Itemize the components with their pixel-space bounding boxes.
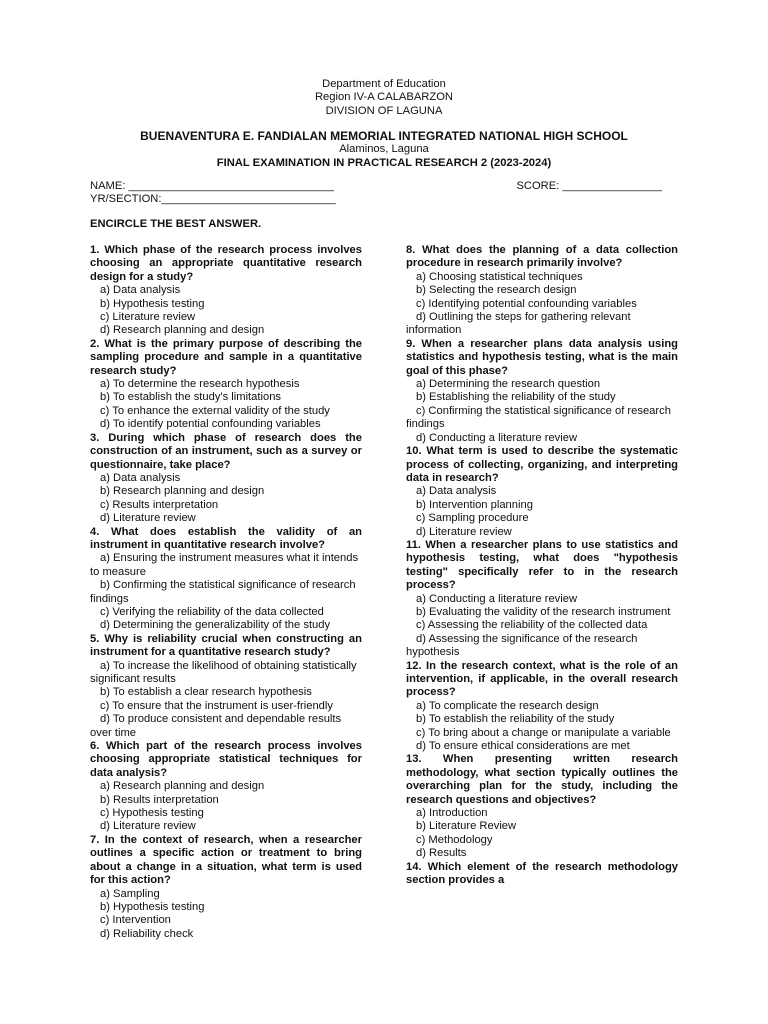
school-location: Alaminos, Laguna <box>339 143 429 156</box>
answer-option[interactable]: c) Verifying the reliability of the data collected <box>100 605 324 618</box>
answer-option[interactable]: d) Results <box>416 847 467 860</box>
question-text: 7. In the context of research, when a researcher outlines a specific action or treatment to bring about a change in a situation, what term is used for this action? <box>90 833 362 887</box>
answer-option[interactable]: b) Results interpretation <box>100 793 219 806</box>
question-item <box>90 338 362 432</box>
answer-option[interactable]: d) Literature review <box>100 512 196 525</box>
answer-option[interactable]: b) To establish the study's limitations <box>100 391 282 404</box>
question-text: 4. What does establish the validity of an instrument in quantitative research involve? <box>90 525 362 551</box>
answer-option[interactable]: a) Research planning and design <box>100 780 265 793</box>
question-item <box>406 660 678 754</box>
answer-option[interactable]: d) Assessing the significance of the research hypothesis <box>406 632 638 659</box>
answer-option[interactable]: c) Literature review <box>100 311 196 324</box>
answer-option[interactable]: b) Research planning and design <box>100 485 265 498</box>
question-item <box>90 244 362 338</box>
section-field: YR/SECTION:____________________________ <box>90 193 336 206</box>
department-name: Department of Education <box>322 78 446 90</box>
exam-title: FINAL EXAMINATION IN PRACTICAL RESEARCH 2 (2023-2024) <box>216 156 552 169</box>
question-item <box>406 753 678 860</box>
answer-option[interactable]: d) Reliability check <box>100 927 194 940</box>
region-name: Region IV-A CALABARZON <box>314 91 454 104</box>
answer-option[interactable]: a) Ensuring the instrument measures what it intends to measure <box>90 552 359 578</box>
answer-option[interactable]: c) Sampling procedure <box>416 512 529 525</box>
answer-option[interactable]: b) Confirming the statistical significance of research findings <box>90 579 356 605</box>
answer-option[interactable]: b) Evaluating the validity of the research instrument <box>416 605 671 618</box>
answer-option[interactable]: c) Intervention <box>100 914 171 927</box>
answer-option[interactable]: d) Outlining the steps for gathering relevant information <box>406 311 631 337</box>
answer-option[interactable]: c) To ensure that the instrument is user-friendly <box>100 699 333 712</box>
answer-option[interactable]: b) Intervention planning <box>416 498 533 511</box>
answer-option[interactable]: c) To enhance the external validity of the study <box>100 404 330 417</box>
answer-option[interactable]: d) Determining the generalizability of the study <box>100 619 331 632</box>
question-item <box>90 740 362 834</box>
answer-option[interactable]: d) Conducting a literature review <box>416 431 578 444</box>
answer-option[interactable]: c) To bring about a change or manipulate a variable <box>416 726 671 739</box>
question-text: 2. What is the primary purpose of describing the sampling procedure and sample in a quantitative research study? <box>90 337 362 377</box>
instruction: ENCIRCLE THE BEST ANSWER. <box>90 218 262 230</box>
question-text: 12. In the research context, what is the role of an intervention, if applicable, in the overall research process? <box>406 659 678 699</box>
answer-option[interactable]: a) Data analysis <box>100 284 181 297</box>
question-item <box>406 244 678 338</box>
answer-option[interactable]: a) To determine the research hypothesis <box>100 378 300 391</box>
questions-left-column <box>90 244 362 941</box>
score-field: SCORE: ________________ <box>516 180 662 192</box>
school-name: BUENAVENTURA E. FANDIALAN MEMORIAL INTEGRATED NATIONAL HIGH SCHOOL <box>140 129 628 143</box>
question-text: 5. Why is reliability crucial when constructing an instrument for a quantitative research study? <box>90 632 362 659</box>
answer-option[interactable]: a) Determining the research question <box>416 378 601 391</box>
answer-option[interactable]: c) Identifying potential confounding variables <box>416 297 637 310</box>
answer-option[interactable]: d) Literature review <box>416 525 512 538</box>
question-item <box>406 539 678 660</box>
answer-option[interactable]: c) Confirming the statistical significance of research findings <box>406 404 671 431</box>
answer-option[interactable]: b) Establishing the reliability of the study <box>416 391 616 404</box>
question-item <box>406 861 678 888</box>
question-text: 13. When presenting written research methodology, what section typically outlines the overarching plan for the study, including the research questions and objectives? <box>406 753 678 806</box>
question-text: 8. What does the planning of a data collection procedure in research primarily involve? <box>406 244 678 270</box>
answer-option[interactable]: a) To complicate the research design <box>416 699 599 712</box>
question-text: 9. When a researcher plans data analysis using statistics and hypothesis testing, what is the main goal of this phase? <box>406 337 678 377</box>
student-fields <box>90 180 690 207</box>
answer-option[interactable]: d) To produce consistent and dependable results over time <box>90 713 342 739</box>
answer-option[interactable]: d) Research planning and design <box>100 324 265 337</box>
answer-option[interactable]: a) Sampling <box>100 887 160 900</box>
answer-option[interactable]: d) To ensure ethical considerations are met <box>416 740 630 753</box>
answer-option[interactable]: c) Assessing the reliability of the collected data <box>416 619 648 632</box>
question-item <box>90 432 362 526</box>
answer-option[interactable]: a) Choosing statistical techniques <box>416 270 583 283</box>
division-name: DIVISION OF LAGUNA <box>325 104 443 117</box>
question-item <box>406 338 678 445</box>
name-field: NAME: _________________________________ <box>90 180 334 192</box>
question-text: 1. Which phase of the research process involves choosing an appropriate quantitative research design for a study? <box>90 244 362 283</box>
question-text: 14. Which element of the research methodology section provides a <box>406 860 678 887</box>
question-item <box>406 445 678 539</box>
document-header <box>0 78 768 118</box>
answer-option[interactable]: b) Hypothesis testing <box>100 900 205 913</box>
question-text: 11. When a researcher plans to use statistics and hypothesis testing, what does "hypothesis testing" specifically refer to in the research process? <box>406 538 678 592</box>
answer-option[interactable]: b) Hypothesis testing <box>100 297 205 310</box>
answer-option[interactable]: c) Hypothesis testing <box>100 807 204 820</box>
answer-option[interactable]: a) Data analysis <box>100 471 181 484</box>
question-text: 3. During which phase of research does the construction of an instrument, such as a survey or questionnaire, take place? <box>90 431 362 471</box>
answer-option[interactable]: c) Results interpretation <box>100 498 219 511</box>
answer-option[interactable]: a) Conducting a literature review <box>416 592 578 605</box>
question-item <box>90 526 362 633</box>
answer-option[interactable]: d) To identify potential confounding variables <box>100 418 321 431</box>
answer-option[interactable]: b) Selecting the research design <box>416 284 577 297</box>
answer-option[interactable]: b) To establish the reliability of the study <box>416 713 615 726</box>
answer-option[interactable]: b) To establish a clear research hypothesis <box>100 686 312 699</box>
question-text: 10. What term is used to describe the systematic process of collecting, organizing, and interpreting data in research? <box>406 445 678 484</box>
answer-option[interactable]: a) Introduction <box>416 807 488 820</box>
question-item <box>90 633 362 740</box>
questions-right-column <box>406 244 678 888</box>
answer-option[interactable]: a) To increase the likelihood of obtaining statistically significant results <box>90 659 357 685</box>
question-text: 6. Which part of the research process involves choosing appropriate statistical techniques for data analysis? <box>90 740 362 779</box>
answer-option[interactable]: d) Literature review <box>100 820 196 833</box>
answer-option[interactable]: b) Literature Review <box>416 820 517 833</box>
answer-option[interactable]: c) Methodology <box>416 833 493 846</box>
school-block <box>0 130 768 170</box>
question-item <box>90 834 362 941</box>
answer-option[interactable]: a) Data analysis <box>416 485 497 498</box>
